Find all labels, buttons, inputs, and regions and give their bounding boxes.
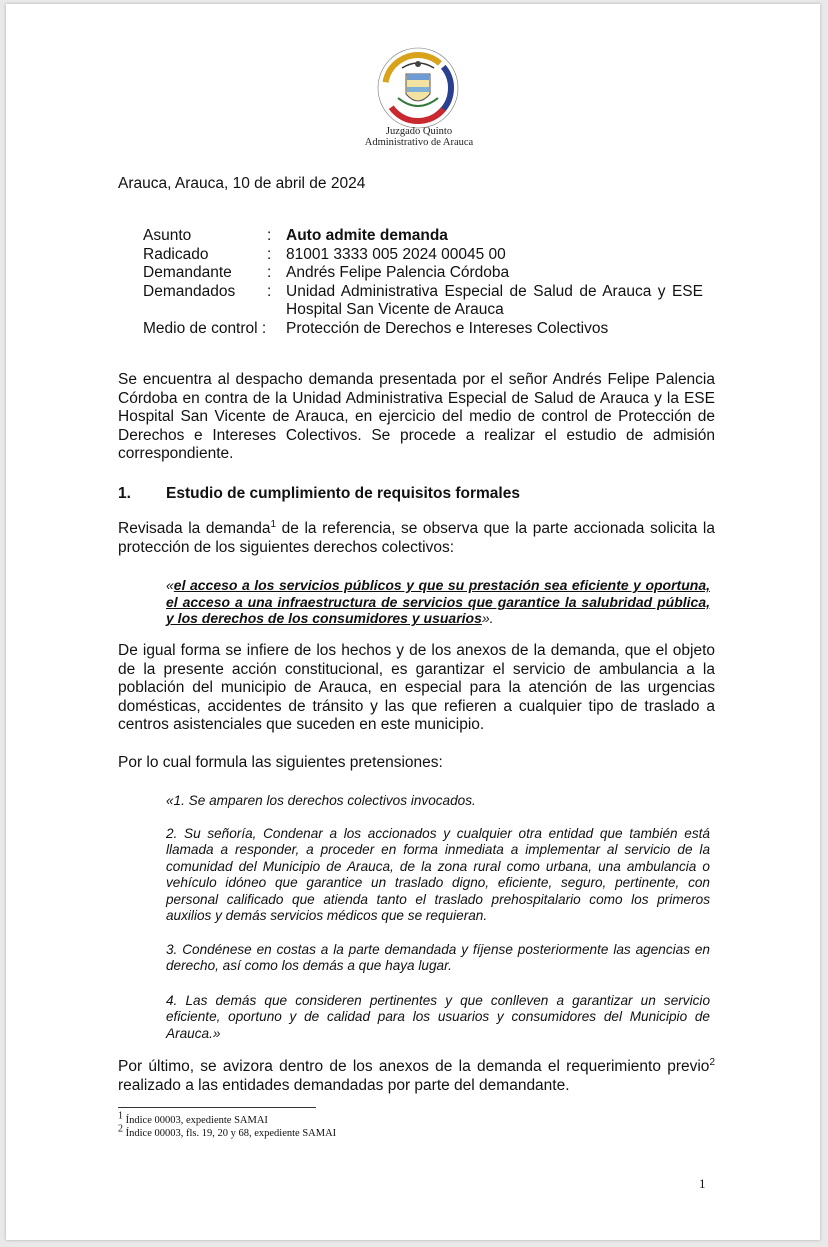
footnote-number: 1 [118, 1110, 123, 1122]
paragraph-ultimo [118, 1058, 715, 1095]
meta-label: Asunto [143, 227, 192, 244]
footnote-2 [118, 1123, 337, 1140]
place-date: Arauca, Arauca, 10 de abril de 2024 [118, 175, 366, 192]
paragraph-igual-forma: De igual forma se infiere de los hechos y de los anexos de la demanda, que el objeto de la presente acción constitucional, es garantizar el servicio de ambulancia a la población del municipio de Arauca, en especial para la atención de las urgencias domésticas, accidentes de tránsito y las que refieren a cualquier tipo de traslado a centros asistenciales que suceden en este municipio. [118, 642, 715, 734]
meta-row-medio-de-control [143, 320, 703, 339]
paragraph-formula: Por lo cual formula las siguientes pretensiones: [118, 754, 443, 771]
meta-label: Demandados [143, 282, 236, 300]
footnote-number: 2 [118, 1123, 123, 1135]
meta-value: Protección de Derechos e Intereses Colectivos [286, 319, 609, 337]
meta-label: Medio de control : [143, 319, 267, 337]
meta-colon: : [267, 227, 272, 244]
pretension-1: «1. Se amparen los derechos colectivos invocados. [166, 793, 476, 808]
quote-underlined-text: el acceso a los servicios públicos y que su prestación sea eficiente y oportuna, el acceso a una infraestructura de servicios que garantice la salubridad pública, y los derechos de los consumidores y usuarios [166, 577, 710, 627]
meta-value: Auto admite demanda [286, 227, 448, 244]
pretension-4: 4. Las demás que consideren pertinentes y que conlleven a garantizar un servicio eficiente, oportuno y de calidad para los usuarios y consumidores del Municipio de Arauca.» [166, 993, 710, 1041]
section-number: 1. [118, 485, 131, 502]
meta-value: Andrés Felipe Palencia Córdoba [286, 264, 510, 281]
footnote-ref-2: 2 [709, 1056, 715, 1068]
court-name-line2: Administrativo de Arauca [364, 137, 474, 148]
meta-label: Radicado [143, 245, 209, 263]
paragraph-revisada [118, 520, 715, 557]
court-name [306, 126, 532, 148]
court-name-line1: Juzgado Quinto [385, 126, 453, 137]
meta-row-asunto [143, 227, 703, 246]
quote-derechos-colectivos [166, 577, 710, 627]
quote-close: ». [481, 610, 494, 627]
paragraph-text: realizado a las entidades demandadas por parte del demandante. [118, 1076, 570, 1094]
meta-row-radicado [143, 246, 703, 265]
meta-row-demandados [143, 283, 703, 320]
section-title: Estudio de cumplimiento de requisitos formales [166, 485, 520, 502]
meta-colon: : [267, 245, 272, 263]
intro-paragraph: Se encuentra al despacho demanda presentada por el señor Andrés Felipe Palencia Córdoba en contra de la Unidad Administrativa Especial de Salud de Arauca y la ESE Hospital San Vicente de Arauca, en ejercicio del medio de control de Protección de Derechos e Intereses Colectivos. Se procede a realizar el estudio de admisión correspondiente. [118, 371, 715, 463]
document-page [6, 4, 820, 1240]
footnote-text: Índice 00003, fls. 19, 20 y 68, expediente SAMAI [123, 1128, 337, 1139]
meta-colon: : [267, 264, 272, 281]
footnote-1 [118, 1110, 268, 1127]
meta-value: 81001 3333 005 2024 00045 00 [286, 245, 506, 263]
meta-value: Unidad Administrativa Especial de Salud de Arauca y ESE Hospital San Vicente de Arauca [286, 282, 703, 318]
meta-colon: : [267, 282, 272, 300]
paragraph-text: de la referencia, se observa que la parte accionada solicita la protección de los siguientes derechos colectivos: [118, 520, 715, 556]
paragraph-text: Revisada la demanda [118, 520, 271, 537]
paragraph-text: Por último, se avizora dentro de los anexos de la demanda el requerimiento previo [118, 1058, 710, 1075]
footnote-ref-1: 1 [270, 518, 277, 530]
pretension-3: 3. Condénese en costas a la parte demandada y fíjense posteriormente las agencias en derecho, así como los demás a que haya lugar. [166, 942, 710, 974]
meta-row-demandante [143, 264, 703, 283]
meta-label: Demandante [143, 264, 232, 281]
page-number: 1 [699, 1176, 706, 1191]
pretension-2: 2. Su señoría, Condenar a los accionados y cualquier otra entidad que también está llamada a responder, a proceder en forma inmediata a implementar al servicio de la comunidad del Municipio de Arauca, de la zona rural como urbana, una ambulancia o vehículo idóneo que garantice un traslado digno, eficiente, seguro, pertinente, con personal calificado que atienda tanto el traslado prehospitalario como los primeros auxilios y demás servicios médicos que se requieran. [166, 826, 710, 924]
footnote-text: Índice 00003, expediente SAMAI [123, 1115, 268, 1126]
footnote-divider [118, 1107, 316, 1108]
quote-open: « [166, 577, 174, 593]
case-metadata [143, 227, 703, 338]
